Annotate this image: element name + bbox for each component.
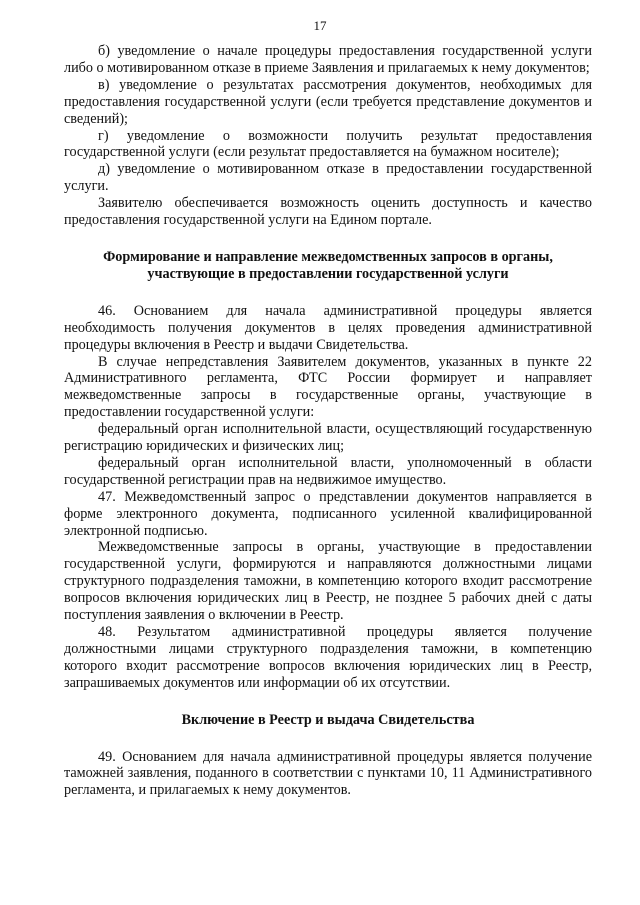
paragraph-missing-documents: В случае непредставления Заявителем документов, указанных в пункте 22 Административного регламента, ФТС России формирует и направляет межведомственные запросы в государственные органы, участвующие в предоставлении государственной услуги: [64, 353, 592, 421]
paragraph-notice-possibility: г) уведомление о возможности получить результат предоставления государственной услуги (если результат предоставляется на бумажном носителе); [64, 127, 592, 161]
paragraph-property-authority: федеральный орган исполнительной власти, уполномоченный в области государственной регистрации прав на недвижимое имущество. [64, 454, 592, 488]
paragraph-requests-formation: Межведомственные запросы в органы, участвующие в предоставлении государственной услуги, формируются и направляются должностными лицами структурного подразделения таможни, в компетенцию которого входит рассмотрение вопросов включения юридических лиц в Реестр, не позднее 5 рабочих дней с даты поступления заявления о включении в Реестр. [64, 539, 592, 624]
heading-line: участвующие в предоставлении государственной услуги [147, 265, 509, 282]
page-number: 17 [313, 18, 327, 33]
section-heading-interagency-requests [64, 249, 592, 283]
document-body [64, 43, 592, 799]
paragraph-notice-start: б) уведомление о начале процедуры предоставления государственной услуги либо о мотивированном отказе в приеме Заявления и прилагаемых к нему документов; [64, 43, 592, 76]
paragraph-registration-authority: федеральный орган исполнительной власти, осуществляющий государственную регистрацию юридических и физических лиц; [64, 421, 592, 455]
heading-line: Включение в Реестр и выдача Свидетельства [181, 711, 475, 728]
paragraph-notice-results: в) уведомление о результатах рассмотрения документов, необходимых для предоставления государственной услуги (если требуется представление документов и сведений); [64, 76, 592, 127]
paragraph-46: 46. Основанием для начала административной процедуры является необходимость получения документов в целях проведения административной процедуры включения в Реестр и выдачи Свидетельства. [64, 302, 592, 353]
paragraph-quality-assessment: Заявителю обеспечивается возможность оценить доступность и качество предоставления государственной услуги на Едином портале. [64, 195, 592, 229]
section-heading-registry-inclusion [64, 712, 592, 729]
paragraph-49: 49. Основанием для начала административной процедуры является получение таможней заявления, поданного в соответствии с пунктами 10, 11 Административного регламента, и прилагаемых к нему документов. [64, 748, 592, 799]
paragraph-notice-refusal: д) уведомление о мотивированном отказе в предоставлении государственной услуги. [64, 161, 592, 195]
paragraph-48: 48. Результатом административной процедуры является получение должностными лицами структурного подразделения таможни, в компетенцию которого входит рассмотрение вопросов включения юридических лиц в Реестр, запрашиваемых документов или информации об их отсутствии. [64, 624, 592, 691]
heading-line: Формирование и направление межведомственных запросов в органы, [103, 248, 553, 265]
paragraph-47: 47. Межведомственный запрос о представлении документов направляется в форме электронного документа, подписанного усиленной квалифицированной электронной подписью. [64, 488, 592, 539]
